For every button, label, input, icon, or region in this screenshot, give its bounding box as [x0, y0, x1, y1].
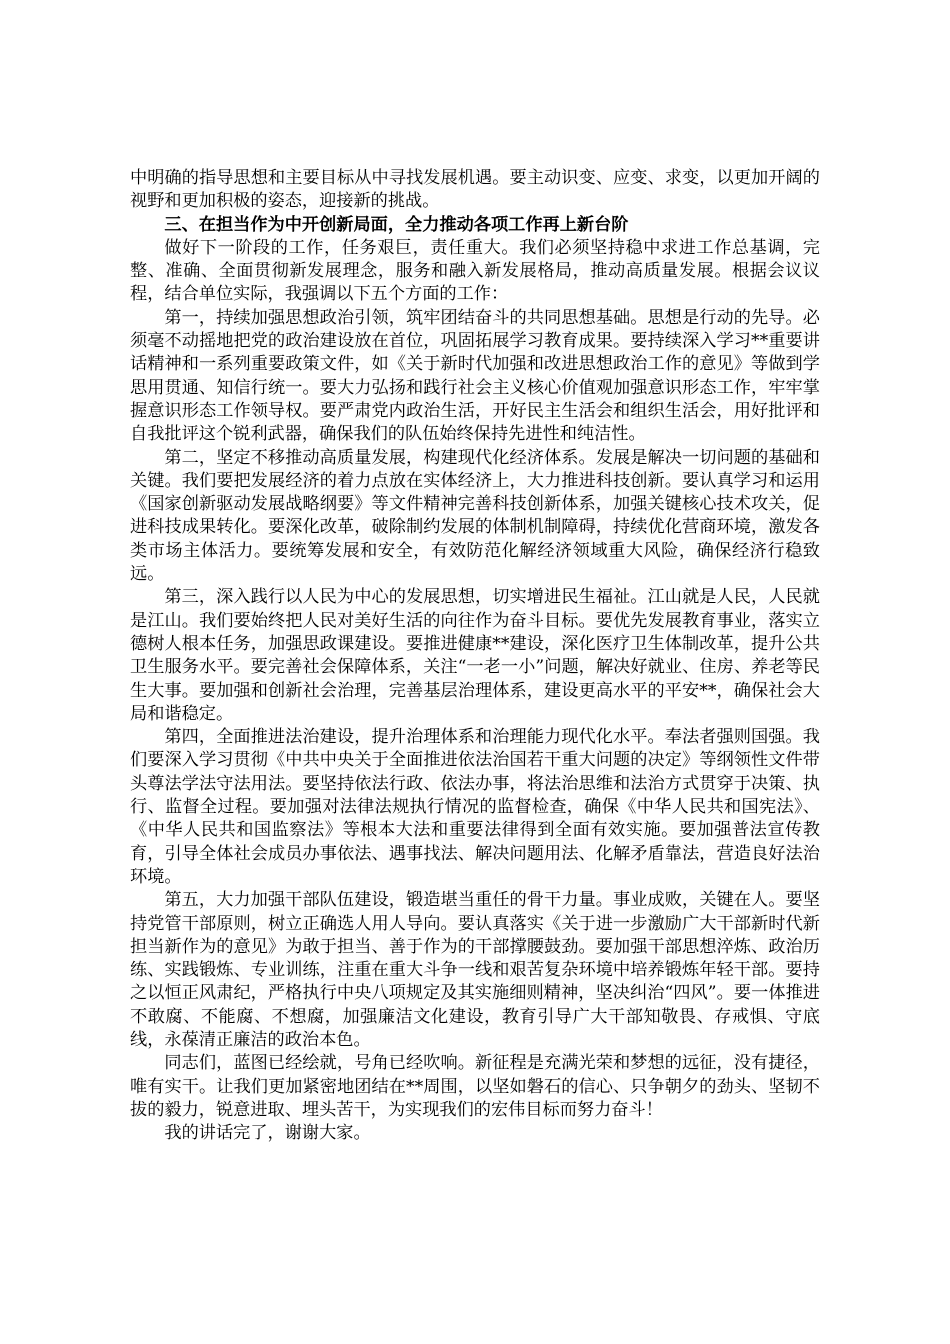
paragraph-continuation: 中明确的指导思想和主要目标从中寻找发展机遇。要主动识变、应变、求变，以更加开阔的视野和更加积极的姿态，迎接新的挑战。	[130, 168, 820, 212]
paragraph-intro: 做好下一阶段的工作，任务艰巨，责任重大。我们必须坚持稳中求进工作总基调，完整、准确、全面贯彻新发展理念，服务和融入新发展格局，推动高质量发展。根据会议议程，结合单位实际，我强调以下五个方面的工作：	[130, 237, 820, 305]
paragraph-thanks: 我的讲话完了，谢谢大家。	[164, 1123, 371, 1144]
paragraph-point-4: 第四，全面推进法治建设，提升治理体系和治理能力现代化水平。奉法者强则国强。我们要深入学习贯彻《中共中央关于全面推进依法治国若干重大问题的决定》等纲领性文件带头尊法学法守法用法。要坚持依法行政、依法办事，将法治思维和法治方式贯穿于决策、执行、监督全过程。要加强对法律法规执行情况的监督检查，确保《中华人民共和国宪法》、《中华人民共和国监察法》等根本大法和重要法律得到全面有效实施。要加强普法宣传教育，引导全体社会成员办事依法、遇事找法、解决问题用法、化解矛盾靠法，营造良好法治环境。	[130, 727, 820, 887]
document-body	[130, 167, 820, 1145]
paragraph-point-5: 第五，大力加强干部队伍建设，锻造堪当重任的骨干力量。事业成败，关键在人。要坚持党管干部原则，树立正确选人用人导向。要认真落实《关于进一步激励广大干部新时代新担当新作为的意见》为敢于担当、善于作为的干部撑腰鼓劲。要加强干部思想淬炼、政治历练、实践锻炼、专业训练，注重在重大斗争一线和艰苦复杂环境中培养锻炼年轻干部。要持之以恒正风肃纪，严格执行中央八项规定及其实施细则精神，坚决纠治“四风”。要一体推进不敢腐、不能腐、不想腐，加强廉洁文化建设，教育引导广大干部知敬畏、存戒惧、守底线，永葆清正廉洁的政治本色。	[130, 890, 820, 1050]
section-heading: 三、在担当作为中开创新局面，全力推动各项工作再上新台阶	[164, 214, 629, 235]
paragraph-point-3: 第三，深入践行以人民为中心的发展思想，切实增进民生福祉。江山就是人民，人民就是江山。我们要始终把人民对美好生活的向往作为奋斗目标。要优先发展教育事业，落实立德树人根本任务，加强思政课建设。要推进健康**建设，深化医疗卫生体制改革，提升公共卫生服务水平。要完善社会保障体系，关注“一老一小”问题，解决好就业、住房、养老等民生大事。要加强和创新社会治理，完善基层治理体系，建设更高水平的平安**，确保社会大局和谐稳定。	[130, 587, 820, 724]
paragraph-point-2: 第二，坚定不移推动高质量发展，构建现代化经济体系。发展是解决一切问题的基础和关键。我们要把发展经济的着力点放在实体经济上，大力推进科技创新。要认真学习和运用《国家创新驱动发展战略纲要》等文件精神完善科技创新体系，加强关键核心技术攻关，促进科技成果转化。要深化改革，破除制约发展的体制机制障碍，持续优化营商环境，激发各类市场主体活力。要统筹发展和安全，有效防范化解经济领域重大风险，确保经济行稳致远。	[130, 447, 820, 585]
paragraph-point-1: 第一，持续加强思想政治引领，筑牢团结奋斗的共同思想基础。思想是行动的先导。必须毫不动摇地把党的政治建设放在首位，巩固拓展学习教育成果。要持续深入学习**重要讲话精神和一系列重要政策文件，如《关于新时代加强和改进思想政治工作的意见》等做到学思用贯通、知信行统一。要大力弘扬和践行社会主义核心价值观加强意识形态工作，牢牢掌握意识形态工作领导权。要严肃党内政治生活，开好民主生活会和组织生活会，用好批评和自我批评这个锐利武器，确保我们的队伍始终保持先进性和纯洁性。	[130, 307, 820, 445]
paragraph-closing: 同志们，蓝图已经绘就，号角已经吹响。新征程是充满光荣和梦想的远征，没有捷径，唯有实干。让我们更加紧密地团结在**周围，以坚如磐石的信心、只争朝夕的劲头、坚韧不拔的毅力，锐意进取、埋头苦干，为实现我们的宏伟目标而努力奋斗！	[130, 1053, 820, 1120]
